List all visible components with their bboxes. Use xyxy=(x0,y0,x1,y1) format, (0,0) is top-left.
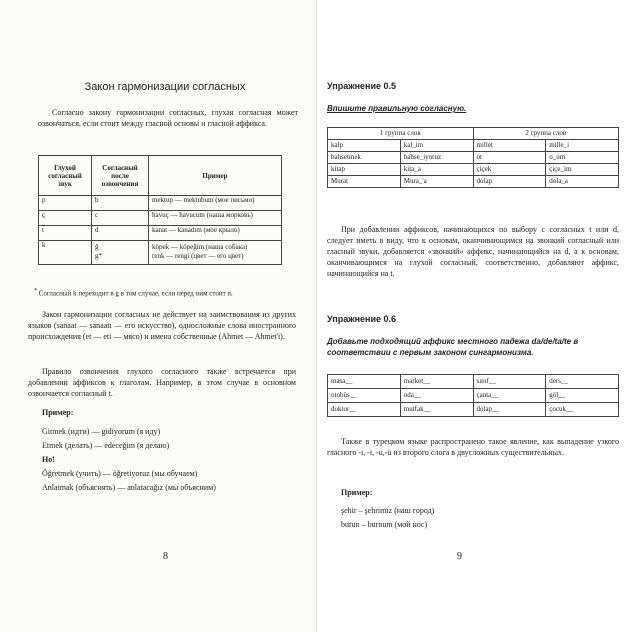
footnote-marker: * xyxy=(34,288,37,294)
example-line: Öğretmek (учить) — öğretiyoruz (мы обучаем) xyxy=(42,469,198,478)
table-cell: kitap xyxy=(328,164,401,176)
table-cell: p xyxy=(39,196,92,211)
col-header-example: Пример xyxy=(149,156,282,196)
answer-cell[interactable]: o_um xyxy=(546,152,619,164)
table-row xyxy=(328,389,619,403)
answer-cell[interactable]: otobüs__ xyxy=(328,389,401,403)
example-label: Пример: xyxy=(341,488,373,497)
table-cell: k xyxy=(39,241,92,265)
answer-cell[interactable]: kal_im xyxy=(400,140,473,152)
answer-cell[interactable]: ders__ xyxy=(546,375,619,389)
table-row xyxy=(328,140,619,152)
table-row xyxy=(39,211,282,226)
group-header: 1 группа слов xyxy=(328,128,474,140)
answer-cell[interactable]: kita_a xyxy=(400,164,473,176)
paragraph-verbs: Правило озвончения глухого согласного также встречается при добавлении аффиксов к глаголам. Например, в этом случае в основном озвончается согласный t. xyxy=(28,367,296,398)
answer-cell[interactable]: Mura_'a xyxy=(400,176,473,188)
exercise-heading: Упражнение 0.6 xyxy=(327,314,397,324)
exercise-instruction: Впишите правильную согласную. xyxy=(327,104,467,113)
table-cell: t xyxy=(39,226,92,241)
table-cell: ot xyxy=(473,152,546,164)
affix-paragraph: При добавлении аффиксов, начинающихся по выбору с согласных t или d, следует иметь в виду, что к основам, оканчивающимся на звонкий согласный или гласный звуки, добавляется «звонкий» аффикс, начинающийся на d, а к основам, оканчивающимся на глухой согласный, соответственно, добавляют аффикс, начинающийся на t. xyxy=(327,225,619,278)
table-cell-line: renk — rengi (цвет — его цвет) xyxy=(152,252,244,260)
table-row xyxy=(39,196,282,211)
example-line: burun – burnum (мой нос) xyxy=(341,520,428,529)
table-row xyxy=(328,375,619,389)
table-cell: havuç — havucum (наша морковь) xyxy=(149,211,282,226)
example-line: Anlatmak (объяснять) — anlatacağız (мы объясним) xyxy=(42,483,216,492)
table-cell: dolap xyxy=(473,176,546,188)
group-header: 2 группа слов xyxy=(473,128,619,140)
table-cell: mektup — mektubum (мое письмо) xyxy=(149,196,282,211)
table-cell-line: g* xyxy=(95,252,102,260)
table-cell-line: köpek — köpeğim (наша собака) xyxy=(152,243,248,251)
answer-cell[interactable]: dola_a xyxy=(546,176,619,188)
example-label: Пример: xyxy=(42,408,74,417)
paragraph-exceptions: Закон гармонизации согласных не действует на заимствования из других языков (sanaat — sanaatı — его искусство), односложные слова иностранного происхождения (et — eti — мясо) и имена собственные (Ahmet — Ahmet'i). xyxy=(28,310,296,341)
table-cell: ç xyxy=(39,211,92,226)
table-cell: çiçek xyxy=(473,164,546,176)
col-header-voiceless: Глухой согласный звук xyxy=(39,156,92,196)
answer-cell[interactable]: mille_i xyxy=(546,140,619,152)
answer-cell[interactable]: dolap__ xyxy=(473,403,546,417)
page-number: 8 xyxy=(163,551,168,562)
table-cell: kalp xyxy=(328,140,401,152)
exercise-table-1 xyxy=(327,127,619,188)
table-cell: millet xyxy=(473,140,546,152)
answer-cell[interactable]: masa__ xyxy=(328,375,401,389)
answer-cell[interactable]: doktor__ xyxy=(328,403,401,417)
table-row xyxy=(328,152,619,164)
exercise-table-2 xyxy=(327,374,619,417)
example-line: şehir – şehrimiz (наш город) xyxy=(341,506,435,515)
table-cell xyxy=(92,241,149,265)
vowel-drop-paragraph: Также в турецком языке распространено такое явление, как выпадение узкого гласного -ı, -i, -u,-ü из второго слога в двусложных существительных. xyxy=(327,437,619,457)
consonant-table xyxy=(38,155,282,265)
example-line: Etmek (делать) — edeceğim (я делаю) xyxy=(42,441,170,450)
table-cell: c xyxy=(92,211,149,226)
table-cell: bahsetmek xyxy=(328,152,401,164)
answer-cell[interactable]: bahse_iyoruz xyxy=(400,152,473,164)
table-cell: b xyxy=(92,196,149,211)
table-cell: kanat — kanadım (мое крыло) xyxy=(149,226,282,241)
answer-cell[interactable]: sınıf__ xyxy=(473,375,546,389)
answer-cell[interactable]: göl__ xyxy=(546,389,619,403)
table-row xyxy=(328,164,619,176)
intro-paragraph: Согласно закону гармонизации согласных, глухая согласная может озвончаться, если стоит между гласной основы и гласной аффикса. xyxy=(38,108,298,128)
col-header-voiced: Согласный после озвончения xyxy=(92,156,149,196)
answer-cell[interactable]: çanta__ xyxy=(473,389,546,403)
right-page xyxy=(316,0,632,632)
table-row xyxy=(328,403,619,417)
exercise-heading: Упражнение 0.5 xyxy=(327,81,397,91)
table-row xyxy=(328,176,619,188)
table-row xyxy=(39,241,282,265)
footnote xyxy=(34,286,304,299)
table-cell: d xyxy=(92,226,149,241)
footnote-text: Согласный k переходит в g в том случае, если перед ним стоит n. xyxy=(38,289,233,298)
answer-cell[interactable]: çiçe_im xyxy=(546,164,619,176)
page-title: Закон гармонизации согласных xyxy=(84,81,246,93)
page-number: 9 xyxy=(457,551,462,562)
table-cell: Murat xyxy=(328,176,401,188)
example-note: Но! xyxy=(42,455,55,464)
answer-cell[interactable]: market__ xyxy=(400,375,473,389)
exercise-instruction: Добавьте подходящий аффикс местного падежа da/de/ta/te в соответствии с первым законом сингармонизма. xyxy=(327,337,579,357)
answer-cell[interactable]: oda__ xyxy=(400,389,473,403)
table-row xyxy=(39,226,282,241)
answer-cell[interactable]: çocuk__ xyxy=(546,403,619,417)
table-cell xyxy=(149,241,282,265)
answer-cell[interactable]: mutfak__ xyxy=(400,403,473,417)
table-cell-line: ğ xyxy=(95,243,99,251)
example-line: Gitmek (идти) — gidiyorum (я иду) xyxy=(42,427,161,436)
